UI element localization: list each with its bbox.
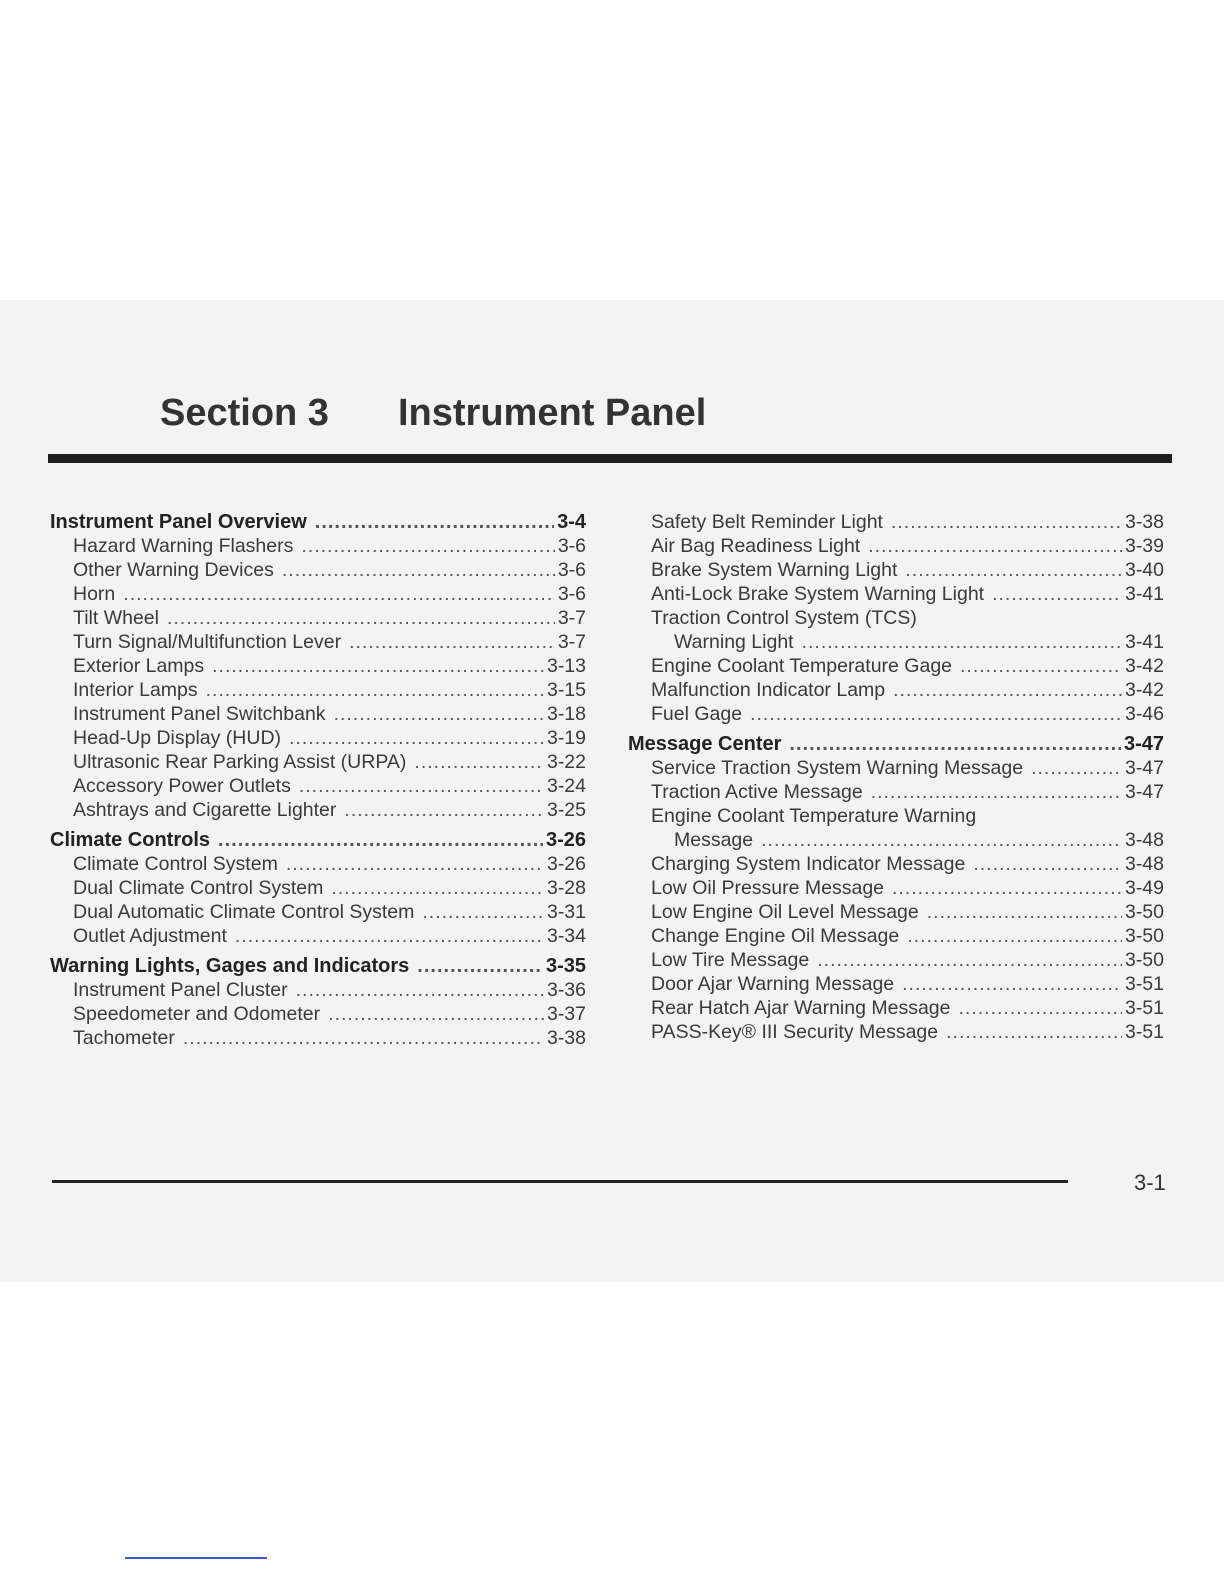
toc-entry[interactable] — [628, 828, 1164, 852]
manual-page — [0, 300, 1224, 1282]
toc-entry-label: Warning Light — [674, 631, 794, 653]
dot-leader — [349, 630, 555, 654]
toc-entry-label: Low Oil Pressure Message — [651, 877, 885, 899]
toc-entry-page: 3-46 — [1124, 703, 1164, 725]
toc-entry-page: 3-19 — [546, 727, 586, 749]
toc-entry-page: 3-50 — [1124, 901, 1164, 923]
dot-leader — [817, 948, 1122, 972]
toc-entry-label: Ultrasonic Rear Parking Assist (URPA) — [73, 751, 407, 773]
toc-entry-label: Ashtrays and Cigarette Lighter — [73, 799, 337, 821]
toc-entry-label: Hazard Warning Flashers — [73, 535, 294, 557]
toc-entry-page: 3-6 — [557, 583, 586, 605]
toc-entry[interactable] — [50, 630, 586, 654]
toc-entry[interactable] — [628, 702, 1164, 726]
toc-entry-label: Tilt Wheel — [73, 607, 159, 629]
toc-entry[interactable] — [50, 852, 586, 876]
toc-entry[interactable] — [50, 606, 586, 630]
toc-entry-page: 3-41 — [1124, 583, 1164, 605]
dot-leader — [296, 978, 544, 1002]
toc-entry-label: Malfunction Indicator Lamp — [651, 679, 886, 701]
toc-entry[interactable] — [50, 1026, 586, 1050]
toc-entry-label: Climate Controls — [50, 829, 211, 851]
dot-leader — [802, 630, 1122, 654]
dot-leader — [299, 774, 544, 798]
toc-entry[interactable] — [50, 702, 586, 726]
toc-entry-label: Outlet Adjustment — [73, 925, 227, 947]
toc-entry[interactable] — [50, 678, 586, 702]
toc-entry-page: 3-47 — [1124, 757, 1164, 779]
toc-entry[interactable] — [50, 924, 586, 948]
toc-entry-page: 3-38 — [1124, 511, 1164, 533]
toc-entry-page: 3-26 — [546, 853, 586, 875]
toc-entry-page: 3-24 — [546, 775, 586, 797]
toc-entry[interactable] — [50, 654, 586, 678]
dot-leader — [992, 582, 1122, 606]
dot-leader — [960, 654, 1122, 678]
dot-leader — [946, 1020, 1122, 1044]
toc-entry-page: 3-31 — [546, 901, 586, 923]
dot-leader — [893, 678, 1122, 702]
dot-leader — [286, 852, 544, 876]
toc-entry[interactable] — [50, 558, 586, 582]
dot-leader — [927, 900, 1122, 924]
toc-entry[interactable] — [628, 1020, 1164, 1044]
toc-entry-label: Change Engine Oil Message — [651, 925, 900, 947]
toc-entry-page: 3-13 — [546, 655, 586, 677]
toc-entry-label: Interior Lamps — [73, 679, 198, 701]
dot-leader — [789, 732, 1121, 756]
toc-entry-page: 3-25 — [546, 799, 586, 821]
toc-entry-page: 3-39 — [1124, 535, 1164, 557]
toc-entry[interactable] — [50, 750, 586, 774]
toc-entry-label: Instrument Panel Switchbank — [73, 703, 326, 725]
toc-entry[interactable] — [50, 534, 586, 558]
toc-entry[interactable] — [50, 1002, 586, 1026]
toc-entry-label: Dual Automatic Climate Control System — [73, 901, 415, 923]
toc-entry[interactable] — [628, 852, 1164, 876]
toc-entry[interactable] — [628, 582, 1164, 606]
toc-entry-page: 3-51 — [1124, 1021, 1164, 1043]
toc-entry-page: 3-4 — [557, 511, 586, 533]
toc-entry[interactable] — [628, 948, 1164, 972]
dot-leader — [891, 510, 1122, 534]
title-divider — [48, 454, 1172, 463]
toc-entry-label: Air Bag Readiness Light — [651, 535, 861, 557]
toc-entry[interactable] — [628, 924, 1164, 948]
toc-entry-page: 3-36 — [546, 979, 586, 1001]
dot-leader — [183, 1026, 544, 1050]
toc-entry[interactable] — [628, 558, 1164, 582]
toc-entry-label: Turn Signal/Multifunction Lever — [73, 631, 342, 653]
dot-leader — [422, 900, 544, 924]
toc-entry-label: Brake System Warning Light — [651, 559, 898, 581]
footer-divider — [52, 1180, 1068, 1183]
dot-leader — [331, 876, 544, 900]
toc-entry-page: 3-18 — [546, 703, 586, 725]
toc-entry-page: 3-38 — [546, 1027, 586, 1049]
toc-entry-label: Service Traction System Warning Message — [651, 757, 1024, 779]
toc-left-column — [50, 510, 586, 1050]
dot-leader — [905, 558, 1122, 582]
toc-entry-page: 3-28 — [546, 877, 586, 899]
toc-entry-label: Message Center — [628, 733, 782, 755]
toc-section-heading[interactable] — [50, 510, 586, 534]
toc-entry-page: 3-7 — [557, 631, 586, 653]
toc-right-column — [628, 510, 1164, 1044]
toc-entry[interactable] — [628, 630, 1164, 654]
toc-entry-label: Low Tire Message — [651, 949, 810, 971]
toc-entry-label: Fuel Gage — [651, 703, 743, 725]
toc-entry-page: 3-40 — [1124, 559, 1164, 581]
toc-entry[interactable] — [628, 900, 1164, 924]
toc-entry-page: 3-51 — [1124, 997, 1164, 1019]
toc-section-heading[interactable] — [50, 828, 586, 852]
dot-leader — [959, 996, 1122, 1020]
toc-entry-page: 3-22 — [546, 751, 586, 773]
dot-leader — [235, 924, 544, 948]
dot-leader — [344, 798, 544, 822]
toc-entry-page: 3-7 — [557, 607, 586, 629]
toc-entry[interactable] — [628, 780, 1164, 804]
toc-entry-page: 3-41 — [1124, 631, 1164, 653]
toc-entry[interactable] — [50, 774, 586, 798]
toc-entry-label: Horn — [73, 583, 116, 605]
toc-entry-label: Anti-Lock Brake System Warning Light — [651, 583, 985, 605]
toc-entry-label: Message — [674, 829, 754, 851]
dot-leader — [167, 606, 555, 630]
dot-leader — [212, 654, 544, 678]
toc-entry-label: Speedometer and Odometer — [73, 1003, 321, 1025]
dot-leader — [282, 558, 555, 582]
dot-leader — [871, 780, 1122, 804]
toc-entry-page: 3-51 — [1124, 973, 1164, 995]
toc-entry-page: 3-49 — [1124, 877, 1164, 899]
toc-entry[interactable] — [628, 654, 1164, 678]
toc-entry[interactable] — [628, 756, 1164, 780]
dot-leader — [868, 534, 1122, 558]
toc-entry[interactable] — [50, 582, 586, 606]
toc-entry[interactable] — [50, 900, 586, 924]
toc-entry-page: 3-34 — [546, 925, 586, 947]
toc-entry[interactable] — [628, 876, 1164, 900]
toc-entry-label: Door Ajar Warning Message — [651, 973, 895, 995]
dot-leader — [218, 828, 543, 852]
toc-entry-label: Charging System Indicator Message — [651, 853, 966, 875]
toc-entry-label: Dual Climate Control System — [73, 877, 324, 899]
toc-entry-label: Accessory Power Outlets — [73, 775, 291, 797]
toc-entry-page: 3-37 — [546, 1003, 586, 1025]
toc-entry-label: Instrument Panel Cluster — [73, 979, 288, 1001]
toc-entry-page: 3-15 — [546, 679, 586, 701]
toc-section-heading[interactable] — [628, 732, 1164, 756]
dot-leader — [301, 534, 554, 558]
toc-entry-page: 3-26 — [545, 829, 586, 851]
page-number: 3-1 — [1134, 1170, 1166, 1195]
dot-leader — [289, 726, 544, 750]
footer-link-underline — [125, 1557, 267, 1559]
section-title: Instrument Panel — [398, 392, 707, 434]
dot-leader — [1031, 756, 1122, 780]
dot-leader — [892, 876, 1122, 900]
dot-leader — [973, 852, 1122, 876]
toc-entry-label: Head-Up Display (HUD) — [73, 727, 282, 749]
dot-leader — [417, 954, 543, 978]
toc-entry[interactable] — [50, 726, 586, 750]
toc-entry-continued[interactable]: Engine Coolant Temperature Warning — [651, 805, 977, 827]
toc-entry-page: 3-50 — [1124, 925, 1164, 947]
dot-leader — [761, 828, 1122, 852]
toc-entry-page: 3-47 — [1123, 733, 1164, 755]
toc-entry-label: Rear Hatch Ajar Warning Message — [651, 997, 951, 1019]
toc-entry[interactable] — [628, 534, 1164, 558]
toc-entry-continued[interactable]: Traction Control System (TCS) — [651, 607, 917, 629]
toc-entry-page: 3-47 — [1124, 781, 1164, 803]
dot-leader — [750, 702, 1122, 726]
toc-entry-label: Safety Belt Reminder Light — [651, 511, 883, 533]
toc-entry-label: Other Warning Devices — [73, 559, 274, 581]
toc-entry[interactable] — [50, 876, 586, 900]
toc-entry-page: 3-42 — [1124, 655, 1164, 677]
toc-entry-page: 3-6 — [557, 559, 586, 581]
dot-leader — [414, 750, 544, 774]
toc-entry-page: 3-48 — [1124, 853, 1164, 875]
toc-entry-page: 3-6 — [557, 535, 586, 557]
toc-entry-label: Climate Control System — [73, 853, 278, 875]
toc-entry[interactable] — [628, 996, 1164, 1020]
toc-entry-label: Traction Active Message — [651, 781, 863, 803]
toc-entry-label: PASS-Key® III Security Message — [651, 1021, 939, 1043]
dot-leader — [123, 582, 555, 606]
toc-entry-page: 3-35 — [545, 955, 586, 977]
toc-section-heading[interactable] — [50, 954, 586, 978]
toc-entry-label: Engine Coolant Temperature Gage — [651, 655, 953, 677]
dot-leader — [334, 702, 544, 726]
toc-entry[interactable] — [628, 678, 1164, 702]
toc-entry-label: Warning Lights, Gages and Indicators — [50, 955, 410, 977]
dot-leader — [206, 678, 544, 702]
dot-leader — [902, 972, 1122, 996]
toc-entry[interactable] — [50, 978, 586, 1002]
toc-entry-label: Low Engine Oil Level Message — [651, 901, 919, 923]
toc-entry-label: Tachometer — [73, 1027, 175, 1049]
toc-entry-page: 3-50 — [1124, 949, 1164, 971]
dot-leader — [328, 1002, 544, 1026]
toc-entry-label: Instrument Panel Overview — [50, 511, 307, 533]
dot-leader — [907, 924, 1122, 948]
section-number: Section 3 — [160, 392, 329, 434]
toc-entry-page: 3-42 — [1124, 679, 1164, 701]
toc-entry-page: 3-48 — [1124, 829, 1164, 851]
toc-entry[interactable] — [50, 798, 586, 822]
toc-entry[interactable] — [628, 972, 1164, 996]
toc-entry-label: Exterior Lamps — [73, 655, 205, 677]
toc-entry[interactable] — [628, 510, 1164, 534]
dot-leader — [315, 510, 554, 534]
